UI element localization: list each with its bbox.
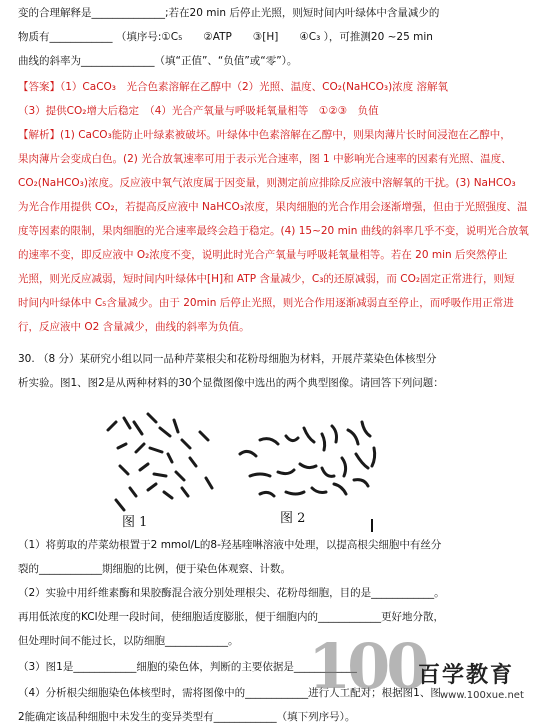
text-line: （3）图1是____________细胞的染色体，判断的主要依据是____________: [18, 661, 357, 673]
text-line: 2能确定该品种细胞中未发生的变异类型有____________（填下列序号）。: [18, 711, 356, 723]
text-line: 物质有____________ （填序号:①C₅ ②ATP ③[H] ④C₃ ），可推测20 ~25 min: [18, 31, 433, 43]
chromosome-image: [90, 392, 470, 532]
text-line: CO₂(NaHCO₃)浓度。反应液中氧气浓度属于因变量，则测定前应排除反应液中溶解氧的干扰。(3) NaHCO₃: [18, 177, 516, 189]
text-line: 30. （8 分）某研究小组以同一品种芹菜根尖和花粉母细胞为材料，开展芹菜染色体核型分: [18, 353, 437, 365]
text-line: 果肉薄片会变成白色。(2) 光合放氧速率可用于表示光合速率，图 1 中影响光合速率的因素有光照、温度、: [18, 153, 512, 165]
text-line: 【答案】（1）CaCO₃ 光合色素溶解在乙醇中（2）光照、温度、CO₂(NaHCO₃)浓度 溶解氧: [18, 81, 449, 93]
chromosome-figure: [90, 392, 470, 532]
text-line: 但处理时间不能过长，以防细胞____________。: [18, 635, 239, 647]
text-line: 度等因素的限制，果肉细胞的光合速率最终会趋于稳定。(4) 15~20 min 曲线的斜率几乎不变，说明光合放氧: [18, 225, 529, 237]
logo-number: 100: [308, 630, 426, 703]
text-line: 再用低浓度的KCl处理一段时间，使细胞适度膨胀，便于细胞内的____________更好地分散，: [18, 611, 445, 623]
text-cursor: [371, 519, 373, 532]
text-line: 的速率不变，即反应液中 O₂浓度不变，说明此时光合产氧量与呼吸耗氧量相等。若在 20 min 后突然停止: [18, 249, 508, 261]
logo-name: 百学教育: [418, 663, 515, 688]
text-line: 裂的____________期细胞的比例，便于染色体观察、计数。: [18, 563, 291, 575]
watermark-logo: [300, 630, 550, 720]
text-line: 析实验。图1、图2是从两种材料的30个显微图像中选出的两个典型图像。请回答下列问题：: [18, 377, 444, 389]
text-line: （2）实验中用纤维素酶和果胶酶混合液分别处理根尖、花粉母细胞，目的是____________。: [18, 587, 445, 599]
text-line: 【解析】(1) CaCO₃能防止叶绿素被破坏。叶绿体中色素溶解在乙醇中，则果肉薄片长时间浸泡在乙醇中，: [18, 129, 511, 141]
text-line: 曲线的斜率为______________（填“正值”、“负值”或“零”）。: [18, 55, 298, 67]
text-line: （3）提供CO₂增大后稳定 （4）光合产氧量与呼吸耗氧量相等 ①②③ 负值: [18, 105, 379, 117]
logo-url: www.100xue.net: [440, 690, 524, 701]
figure-2-label: 图 2: [280, 511, 306, 526]
text-line: 时间内叶绿体中 C₅含量减少。由于 20min 后停止光照，则光合作用逐渐减弱直至停止，而呼吸作用正常进: [18, 297, 514, 309]
text-line: 为光合作用提供 CO₂，若提高反应液中 NaHCO₃浓度，果肉细胞的光合作用会逐渐增强，但由于光照强度、温: [18, 201, 528, 213]
text-line: 光照，则光反应减弱，短时间内叶绿体中[H]和 ATP 含量减少，C₃的还原减弱，而 CO₂固定正常进行，则短: [18, 273, 515, 285]
text-line: 行，反应液中 O2 含量减少，曲线的斜率为负值。: [18, 321, 250, 333]
text-line: （1）将剪取的芹菜幼根置于2 mmol/L的8-羟基喹啉溶液中处理，以提高根尖细胞中有丝分: [18, 539, 442, 551]
text-line: 变的合理解释是______________;若在20 min 后停止光照，则短时间内叶绿体中含量减少的: [18, 7, 440, 19]
figure-1-label: 图 1: [122, 515, 148, 530]
text-line: （4）分析根尖细胞染色体核型时，需将图像中的____________进行人工配对；根据图1、图: [18, 687, 441, 699]
